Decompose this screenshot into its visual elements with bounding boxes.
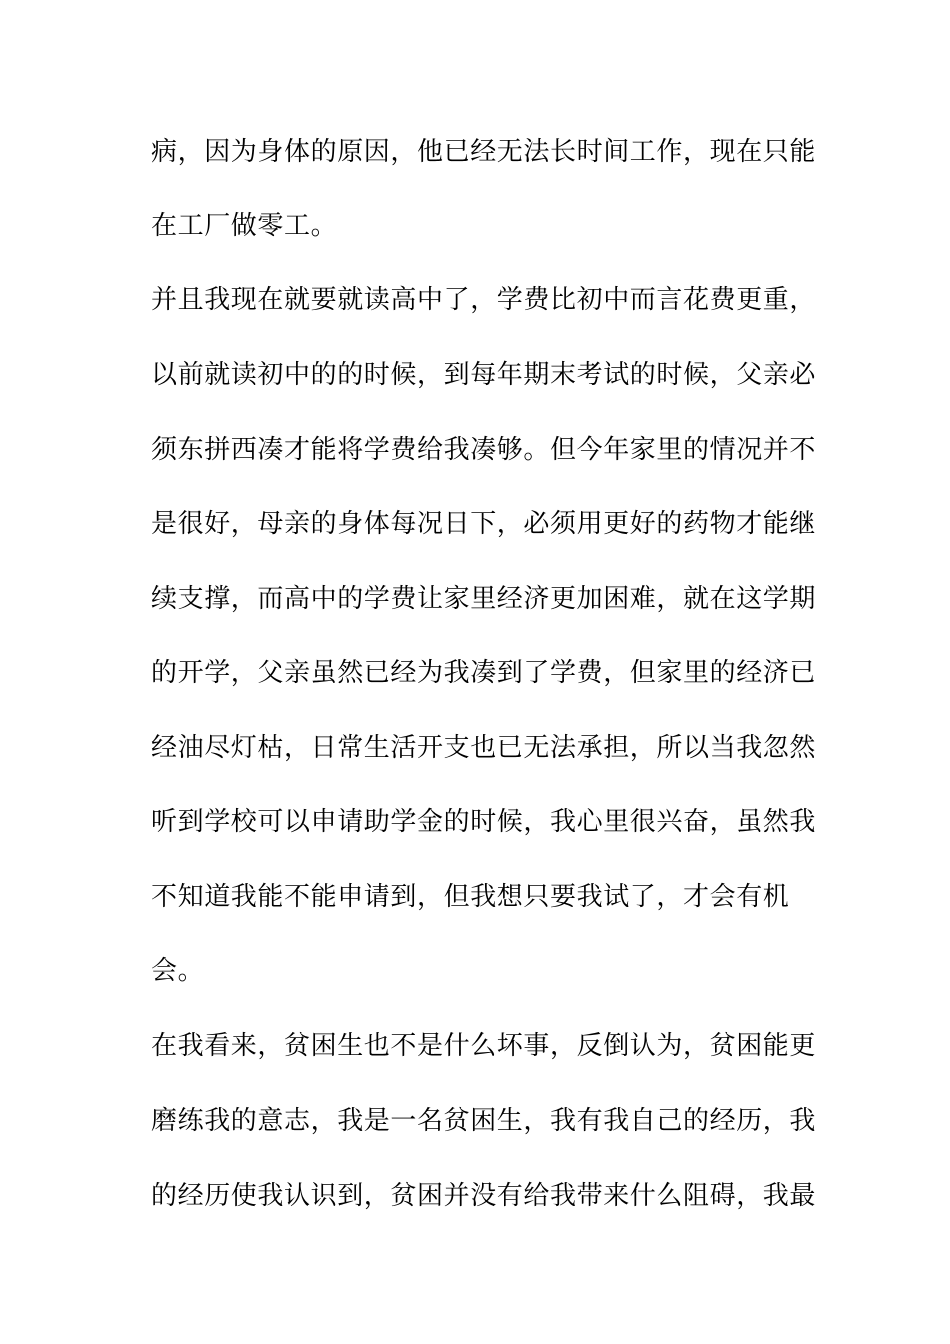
text-line: 不知道我能不能申请到，但我想只要我试了，才会有机: [151, 882, 790, 912]
text-line: 会。: [151, 956, 205, 986]
text-line: 在工厂做零工。: [151, 211, 338, 241]
text-line: 的经历使我认识到，贫困并没有给我带来什么阻碍，我最: [151, 1181, 817, 1211]
text-line: 须东拼西凑才能将学费给我凑够。但今年家里的情况并不: [151, 435, 817, 465]
text-line: 是很好，母亲的身体每况日下，必须用更好的药物才能继: [151, 509, 817, 539]
text-line: 磨练我的意志，我是一名贫困生，我有我自己的经历，我: [151, 1106, 817, 1136]
text-line: 以前就读初中的的时候，到每年期末考试的时候，父亲必: [151, 360, 817, 390]
text-line: 在我看来，贫困生也不是什么坏事，反倒认为，贫困能更: [151, 1031, 817, 1061]
text-line: 听到学校可以申请助学金的时候，我心里很兴奋，虽然我: [151, 807, 817, 837]
text-line: 并且我现在就要就读高中了，学费比初中而言花费更重，: [151, 285, 817, 315]
text-line: 经油尽灯枯，日常生活开支也已无法承担，所以当我忽然: [151, 733, 817, 763]
text-line: 的开学，父亲虽然已经为我凑到了学费，但家里的经济已: [151, 658, 817, 688]
text-line: 续支撑，而高中的学费让家里经济更加困难，就在这学期: [151, 584, 817, 614]
text-line: 病，因为身体的原因，他已经无法长时间工作，现在只能: [151, 137, 817, 167]
